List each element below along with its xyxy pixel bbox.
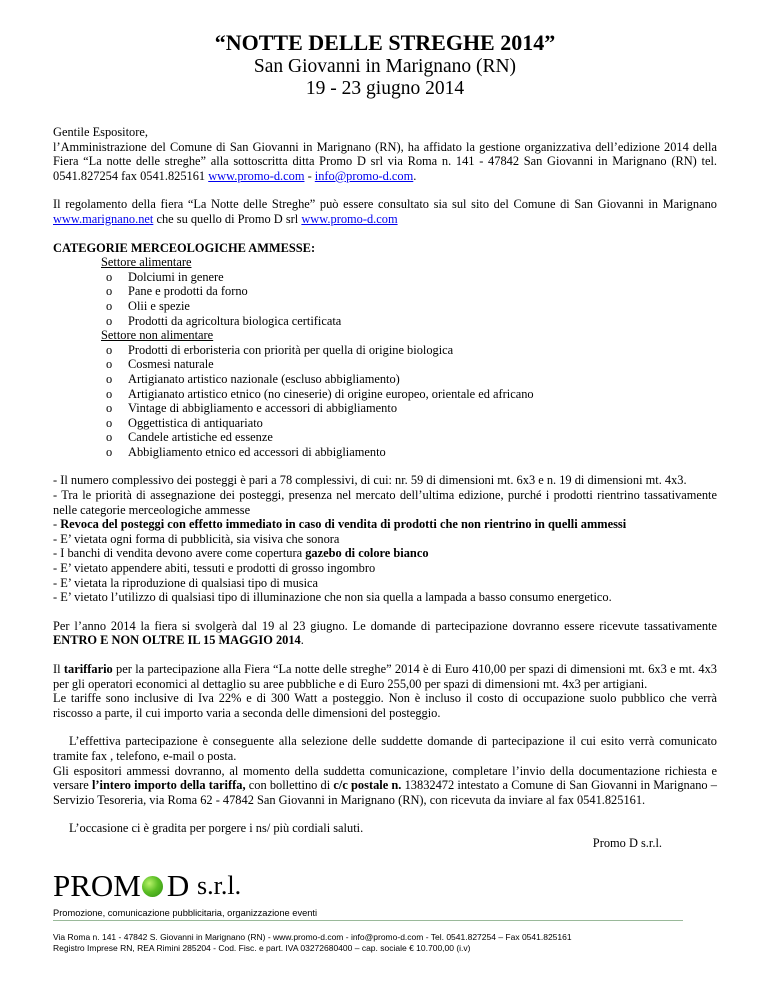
list-item: o Prodotti di erboristeria con priorità per quella di origine biologica <box>53 343 717 358</box>
sector-food-label: Settore alimentare <box>101 255 192 270</box>
categories-heading: CATEGORIE MERCEOLOGICHE AMMESSE: <box>53 240 316 255</box>
rule-lighting: - E’ vietato l’utilizzo di qualsiasi tipo di illuminazione che non sia quella a lampada a basso consumo energetico. <box>53 590 612 605</box>
intro-paragraph: l’Amministrazione del Comune di San Giovanni in Marignano (RN), ha affidato la gestione organizzativa dell’edizione 2014 della Fiera “La notte delle streghe” alla sottoscritta ditta Promo D srl via Roma n. 141 - 47842 San Giovanni in Marignano (RN) tel. 0541.827254 fax 0541.825161 www.promo-d.com - info@promo-d.com. <box>53 139 717 183</box>
marignano-web-link[interactable]: www.marignano.net <box>53 211 154 226</box>
letter-body <box>53 30 717 851</box>
rule-gazebo: - I banchi di vendita devono avere come copertura gazebo di colore bianco <box>53 546 429 561</box>
list-item: o Vintage di abbigliamento e accessori di abbigliamento <box>53 401 717 416</box>
rule-music: - E’ vietata la riproduzione di qualsiasi tipo di musica <box>53 575 319 590</box>
selection-paragraph: L’effettiva partecipazione è conseguente alla selezione delle suddette domande di partecipazione il cui esito verrà comunicato tramite fax , telefono, e-mail o posta. <box>53 734 717 763</box>
page-title: “NOTTE DELLE STREGHE 2014” <box>214 30 556 55</box>
deadline-paragraph: Per l’anno 2014 la fiera si svolgerà dal 19 al 23 giugno. Le domande di partecipazione dovranno essere ricevute tassativamente ENTRO E NON OLTRE IL 15 MAGGIO 2014. <box>53 618 717 648</box>
salutation: Gentile Espositore, <box>53 125 148 139</box>
list-item: o Candele artistiche ed essenze <box>53 430 717 445</box>
footer-address-line: Via Roma n. 141 - 47842 S. Giovanni in Marignano (RN) - www.promo-d.com - info@promo-d.com - Tel. 0541.827254 – Fax 0541.825161 <box>53 932 572 942</box>
company-footer <box>53 932 572 954</box>
company-tagline: Promozione, comunicazione pubblicitaria, organizzazione eventi <box>53 908 318 918</box>
promo-d-email-link[interactable]: info@promo-d.com <box>314 168 414 183</box>
list-item: o Pane e prodotti da forno <box>53 284 717 299</box>
list-item: o Olii e spezie <box>53 299 717 314</box>
regolamento-paragraph: Il regolamento della fiera “La Notte delle Streghe” può essere consultato sia sul sito del Comune di San Giovanni in Marignano www.marignano.net che su quello di Promo D srl www.promo-d.com <box>53 197 717 226</box>
list-item: o Artigianato artistico etnico (no cineserie) di origine europeo, orientale ed africano <box>53 387 717 402</box>
rule-revoca: - Revoca del posteggi con effetto immediato in caso di vendita di prodotti che non rientrino in quelli ammessi <box>53 517 627 532</box>
closing-greeting: L’occasione ci è gradita per porgere i ns/ più cordiali saluti. <box>69 821 364 836</box>
promo-d-web-link-2[interactable]: www.promo-d.com <box>301 211 398 226</box>
rule-hanging: - E’ vietato appendere abiti, tessuti e prodotti di grosso ingombro <box>53 561 376 576</box>
list-item: o Prodotti da agricoltura biologica certificata <box>53 314 717 329</box>
vat-paragraph: Le tariffe sono inclusive di Iva 22% e di 300 Watt a posteggio. Non è incluso il costo di occupazione suolo pubblico che verrà riscosso a parte, il cui importo varia a seconda delle dimensioni del posteggio. <box>53 691 717 720</box>
promo-d-web-link[interactable]: www.promo-d.com <box>208 168 305 183</box>
rule-priority: - Tra le priorità di assegnazione dei posteggi, presenza nel mercato dell’ultima edizione, purché i prodotti rientrino tassativamente nelle categorie merceologiche ammesse <box>53 488 717 517</box>
event-location: San Giovanni in Marignano (RN) <box>253 56 517 77</box>
list-item: o Oggettistica di antiquariato <box>53 416 717 431</box>
sector-nonfood-label: Settore non alimentare <box>101 328 214 343</box>
green-ball-icon <box>142 876 163 897</box>
rule-stalls-count: - Il numero complessivo dei posteggi è pari a 78 complessivi, di cui: nr. 59 di dimensioni mt. 6x3 e n. 19 di dimensioni mt. 4x3. <box>53 473 687 488</box>
rule-advertising: - E’ vietata ogni forma di pubblicità, sia visiva che sonora <box>53 531 340 546</box>
tariff-paragraph: Il tariffario per la partecipazione alla Fiera “La notte delle streghe” 2014 è di Euro 410,00 per spazi di dimensioni mt. 6x3 e mt. 4x3 per gli operatori economici al dettaglio su aree pubbliche e di Euro 255,00 per spazi di dimensioni mt. 4x3 per artigiani. <box>53 662 717 691</box>
promo-d-logo: PROM D s.r.l. <box>53 868 242 903</box>
event-dates: 19 - 23 giugno 2014 <box>305 78 465 99</box>
footer-registry-line: Registro Imprese RN, REA Rimini 285204 - Cod. Fisc. e part. IVA 03272680400 – cap. sociale € 10.700,00 (i.v) <box>53 943 471 953</box>
footer-divider <box>53 920 683 921</box>
food-category-list <box>53 270 717 328</box>
list-item: o Cosmesi naturale <box>53 357 717 372</box>
list-item: o Dolciumi in genere <box>53 270 717 285</box>
payment-paragraph: Gli espositori ammessi dovranno, al momento della suddetta comunicazione, completare l’invio della documentazione richiesta e versare l’intero importo della tariffa, con bollettino di c/c postale n. 13832472 intestato a Comune di San Giovanni in Marignano – Servizio Tesoreria, via Roma 62 - 47842 San Giovanni in Marignano (RN), con ricevuta da inviare al fax 0541.825161. <box>53 763 717 807</box>
signature: Promo D s.r.l. <box>592 835 662 850</box>
list-item: o Artigianato artistico nazionale (escluso abbigliamento) <box>53 372 717 387</box>
list-item: o Abbigliamento etnico ed accessori di abbigliamento <box>53 445 717 460</box>
nonfood-category-list <box>53 343 717 460</box>
